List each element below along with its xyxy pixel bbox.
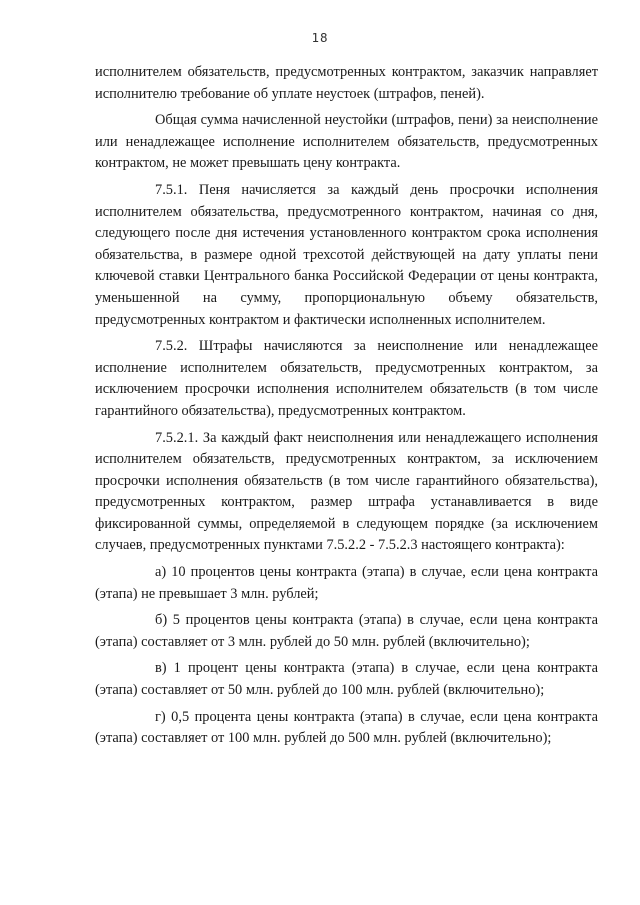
list-item-g: г) 0,5 процента цены контракта (этапа) в случае, если цена контракта (этапа) составляет от 100 млн. рублей до 500 млн. рублей (включительно); [95,708,598,747]
paragraph-total-penalty-limit: Общая сумма начисленной неустойки (штрафов, пени) за неисполнение или ненадлежащее исполнение исполнителем обязательств, предусмотренных контрактом, не может превышать цену контракта. [95,112,598,172]
paragraph-continuation: исполнителем обязательств, предусмотренных контрактом, заказчик направляет исполнителю требование об уплате неустоек (штрафов, пеней). [95,64,598,102]
list-item-v: в) 1 процент цены контракта (этапа) в случае, если цена контракта (этапа) составляет от 50 млн. рублей до 100 млн. рублей (включительно); [95,660,598,699]
list-item-a: а) 10 процентов цены контракта (этапа) в случае, если цена контракта (этапа) не превышает 3 млн. рублей; [95,564,598,602]
document-body [95,62,598,755]
paragraph-7-5-2: 7.5.2. Штрафы начисляются за неисполнение или ненадлежащее исполнение исполнителем обязательств, предусмотренных контрактом, за исключением просрочки исполнения исполнителем обязательств (в том числе гарантийного обязательства), предусмотренных контрактом. [95,338,598,419]
paragraph-7-5-2-1: 7.5.2.1. За каждый факт неисполнения или ненадлежащего исполнения исполнителем обязательств, предусмотренных контрактом, за исключением просрочки исполнения обязательств (в том числе гарантийного обязательства), предусмотренных контрактом, размер штрафа устанавливается в виде фиксированной суммы, определяемой в следующем порядке (за исключением случаев, предусмотренных пунктами 7.5.2.2 - 7.5.2.3 настоящего контракта): [95,429,598,554]
list-item-b: б) 5 процентов цены контракта (этапа) в случае, если цена контракта (этапа) составляет от 3 млн. рублей до 50 млн. рублей (включительно); [95,612,598,650]
paragraph-7-5-1: 7.5.1. Пеня начисляется за каждый день просрочки исполнения исполнителем обязательства, предусмотренного контрактом, начиная со дня, следующего после дня истечения установленного контрактом срока исполнения обязательства, в размере одной трехсотой действующей на дату уплаты пени ключевой ставки Центрального банка Российской Федерации от цены контракта, уменьшенной на сумму, пропорциональную объему обязательств, предусмотренных контрактом и фактически исполненных исполнителем. [95,181,598,328]
page-number: 18 [311,30,329,45]
